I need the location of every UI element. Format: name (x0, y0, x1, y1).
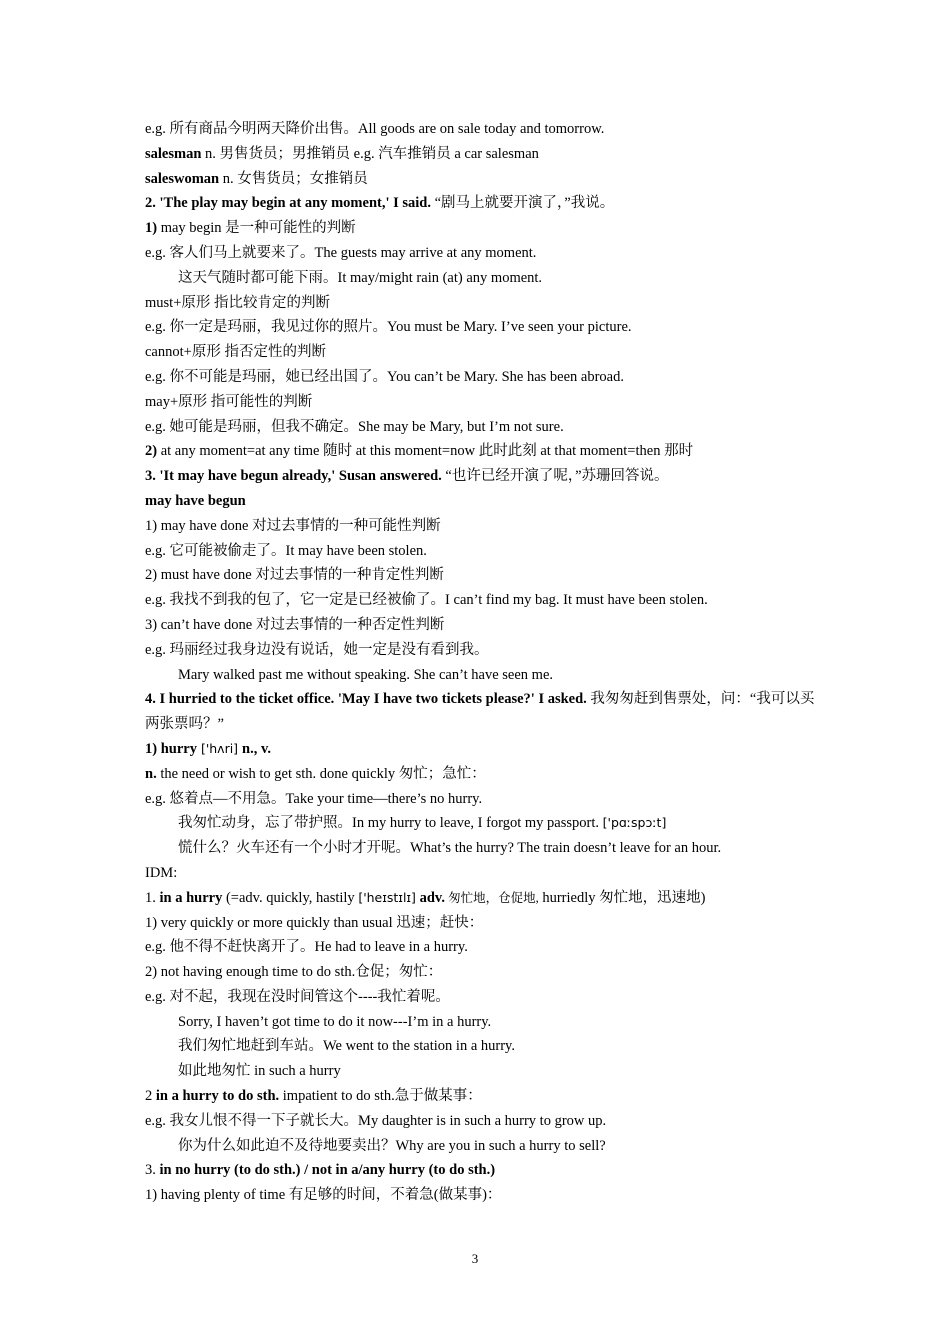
point-text: may begin 是一种可能性的判断 (157, 220, 356, 237)
text-line (145, 365, 815, 390)
example-text: 我们匆忙地赶到车站。We went to the station in a hurry. (178, 1038, 515, 1055)
text-line (145, 539, 815, 564)
text-line (145, 1183, 815, 1208)
text-line (145, 390, 815, 415)
text-line (145, 1134, 815, 1159)
text-line (145, 489, 815, 514)
entry-word: 1) hurry (145, 740, 197, 757)
line-text: e.g. 我找不到我的包了，它一定是已经被偷了。I can’t find my bag. It must have been stolen. (145, 592, 708, 609)
text-line (145, 117, 815, 142)
line-text: e.g. 我女儿恨不得一下子就长大。My daughter is in such a hurry to grow up. (145, 1112, 607, 1129)
text-line (145, 266, 815, 291)
section-heading: 4. I hurried to the ticket office. 'May I have two tickets please?' I asked. (145, 691, 587, 708)
example-text: 我匆忙动身，忘了带护照。In my hurry to leave, I forgot my passport. (178, 815, 603, 832)
line-text: IDM: (145, 864, 178, 881)
line-text: cannot+原形 指否定性的判断 (145, 344, 326, 361)
example-text: Mary walked past me without speaking. She can’t have seen me. (178, 666, 554, 683)
part-of-speech: n. (145, 765, 157, 782)
line-text: 3) can’t have done 对过去事情的一种否定性判断 (145, 616, 445, 633)
text-line (145, 861, 815, 886)
definition: the need or wish to get sth. done quickly 匆忙；急忙： (156, 765, 486, 782)
text-line (145, 1034, 815, 1059)
section-heading: 3. 'It may have begun already,' Susan answered. (145, 468, 442, 485)
line-text: e.g. 她可能是玛丽，但我不确定。She may be Mary, but I’m not sure. (145, 418, 564, 435)
text-line (145, 464, 815, 489)
part-of-speech: adv. (415, 889, 445, 906)
idiom-phrase: in a hurry to do sth. (155, 1088, 280, 1105)
gloss: 匆忙地，仓促地, (444, 890, 539, 905)
text-line (145, 911, 815, 936)
vocab-definition: n. 女售货员；女推销员 (219, 170, 368, 187)
example-text: 你为什么如此迫不及待地要卖出？Why are you in such a hurry to sell? (178, 1137, 606, 1154)
text-line (145, 1010, 815, 1035)
page-content (145, 117, 815, 1208)
example-text: Sorry, I haven’t got time to do it now---I’m in a hurry. (178, 1013, 492, 1030)
text-line (145, 415, 815, 440)
text-line (145, 167, 815, 192)
text-line (145, 588, 815, 613)
bold-term: may have begun (145, 492, 246, 509)
text-line (145, 514, 815, 539)
text-line (145, 563, 815, 588)
line-text: 2) must have done 对过去事情的一种肯定性判断 (145, 567, 444, 584)
text-line (145, 216, 815, 241)
vocab-definition: n. 男售货员；男推销员 e.g. 汽车推销员 a car salesman (201, 145, 539, 162)
idiom-number: 2 (145, 1088, 156, 1105)
example-text: 如此地匆忙 in such a hurry (178, 1063, 341, 1080)
text-line (145, 737, 815, 762)
phonetic: ['heɪstɪlɪ] (358, 889, 416, 905)
phonetic: ['pɑːspɔːt] (602, 815, 667, 831)
text-line (145, 1109, 815, 1134)
part-of-speech: n., v. (242, 740, 272, 757)
idiom-note: hurriedly 匆忙地，迅速地) (538, 889, 706, 906)
point-number: 1) (145, 220, 158, 237)
line-text: e.g. 玛丽经过我身边没有说话，她一定是没有看到我。 (145, 641, 489, 658)
text-line (145, 663, 815, 688)
heading-translation: “剧马上就要开演了，”我说。 (431, 195, 615, 212)
text-line (145, 1084, 815, 1109)
example-text: 这天气随时都可能下雨。It may/might rain (at) any moment. (178, 269, 543, 286)
text-line (145, 935, 815, 960)
text-line (145, 191, 815, 216)
text-line (145, 340, 815, 365)
text-line (145, 291, 815, 316)
line-text: 2) not having enough time to do sth.仓促；匆忙： (145, 964, 443, 981)
phonetic: ['hʌri] (196, 740, 243, 756)
text-line (145, 241, 815, 266)
text-line (145, 142, 815, 167)
line-text: e.g. 对不起，我现在没时间管这个----我忙着呢。 (145, 988, 450, 1005)
text-line (145, 762, 815, 787)
example-text: 慌什么？火车还有一个小时才开呢。What’s the hurry? The train doesn’t leave for an hour. (178, 840, 722, 857)
text-line (145, 439, 815, 464)
text-line (145, 315, 815, 340)
text-line (145, 638, 815, 663)
text-line (145, 836, 815, 861)
line-text: e.g. 他不得不赶快离开了。He had to leave in a hurry. (145, 939, 468, 956)
line-text: must+原形 指比较肯定的判断 (145, 294, 331, 311)
text-line (145, 960, 815, 985)
line-text: e.g. 你一定是玛丽，我见过你的照片。You must be Mary. I’ve seen your picture. (145, 319, 632, 336)
section-heading: 2. 'The play may begin at any moment,' I said. (145, 195, 431, 212)
text-line (145, 787, 815, 812)
point-text: at any moment=at any time 随时 at this moment=now 此时此刻 at that moment=then 那时 (157, 443, 694, 460)
text-line (145, 811, 815, 836)
text-line (145, 613, 815, 638)
line-text: e.g. 它可能被偷走了。It may have been stolen. (145, 542, 427, 559)
point-number: 2) (145, 443, 158, 460)
line-text: e.g. 悠着点—不用急。Take your time—there’s no hurry. (145, 790, 483, 807)
heading-translation: “也许已经开演了呢，”苏珊回答说。 (441, 468, 669, 485)
text-line (145, 1059, 815, 1084)
line-text: 1) having plenty of time 有足够的时间，不着急(做某事)： (145, 1187, 502, 1204)
text-line (145, 1158, 815, 1183)
idiom-note: (=adv. quickly, hastily (222, 889, 359, 906)
idiom-phrase: in a hurry (159, 889, 223, 906)
heading-translation: 我匆匆赶到售票处，问：“我可以买两张票吗？” (145, 691, 815, 733)
text-line (145, 886, 815, 911)
line-text: may+原形 指可能性的判断 (145, 393, 313, 410)
line-text: 1) may have done 对过去事情的一种可能性判断 (145, 517, 441, 534)
vocab-word: salesman (145, 145, 202, 162)
line-text: e.g. 你不可能是玛丽，她已经出国了。You can’t be Mary. She has been abroad. (145, 368, 624, 385)
line-text: 1) very quickly or more quickly than usual 迅速；赶快： (145, 914, 484, 931)
vocab-word: saleswoman (145, 170, 220, 187)
line-text: e.g. 客人们马上就要来了。The guests may arrive at any moment. (145, 244, 537, 261)
line-text: e.g. 所有商品今明两天降价出售。All goods are on sale today and tomorrow. (145, 121, 605, 137)
idiom-number: 3. (145, 1162, 160, 1179)
idiom-phrase: in no hurry (to do sth.) / not in a/any hurry (to do sth.) (159, 1162, 496, 1179)
text-line (145, 985, 815, 1010)
text-line (145, 687, 815, 737)
idiom-number: 1. (145, 889, 160, 906)
idiom-definition: impatient to do sth.急于做某事： (279, 1088, 482, 1105)
page-number: 3 (471, 1251, 479, 1266)
